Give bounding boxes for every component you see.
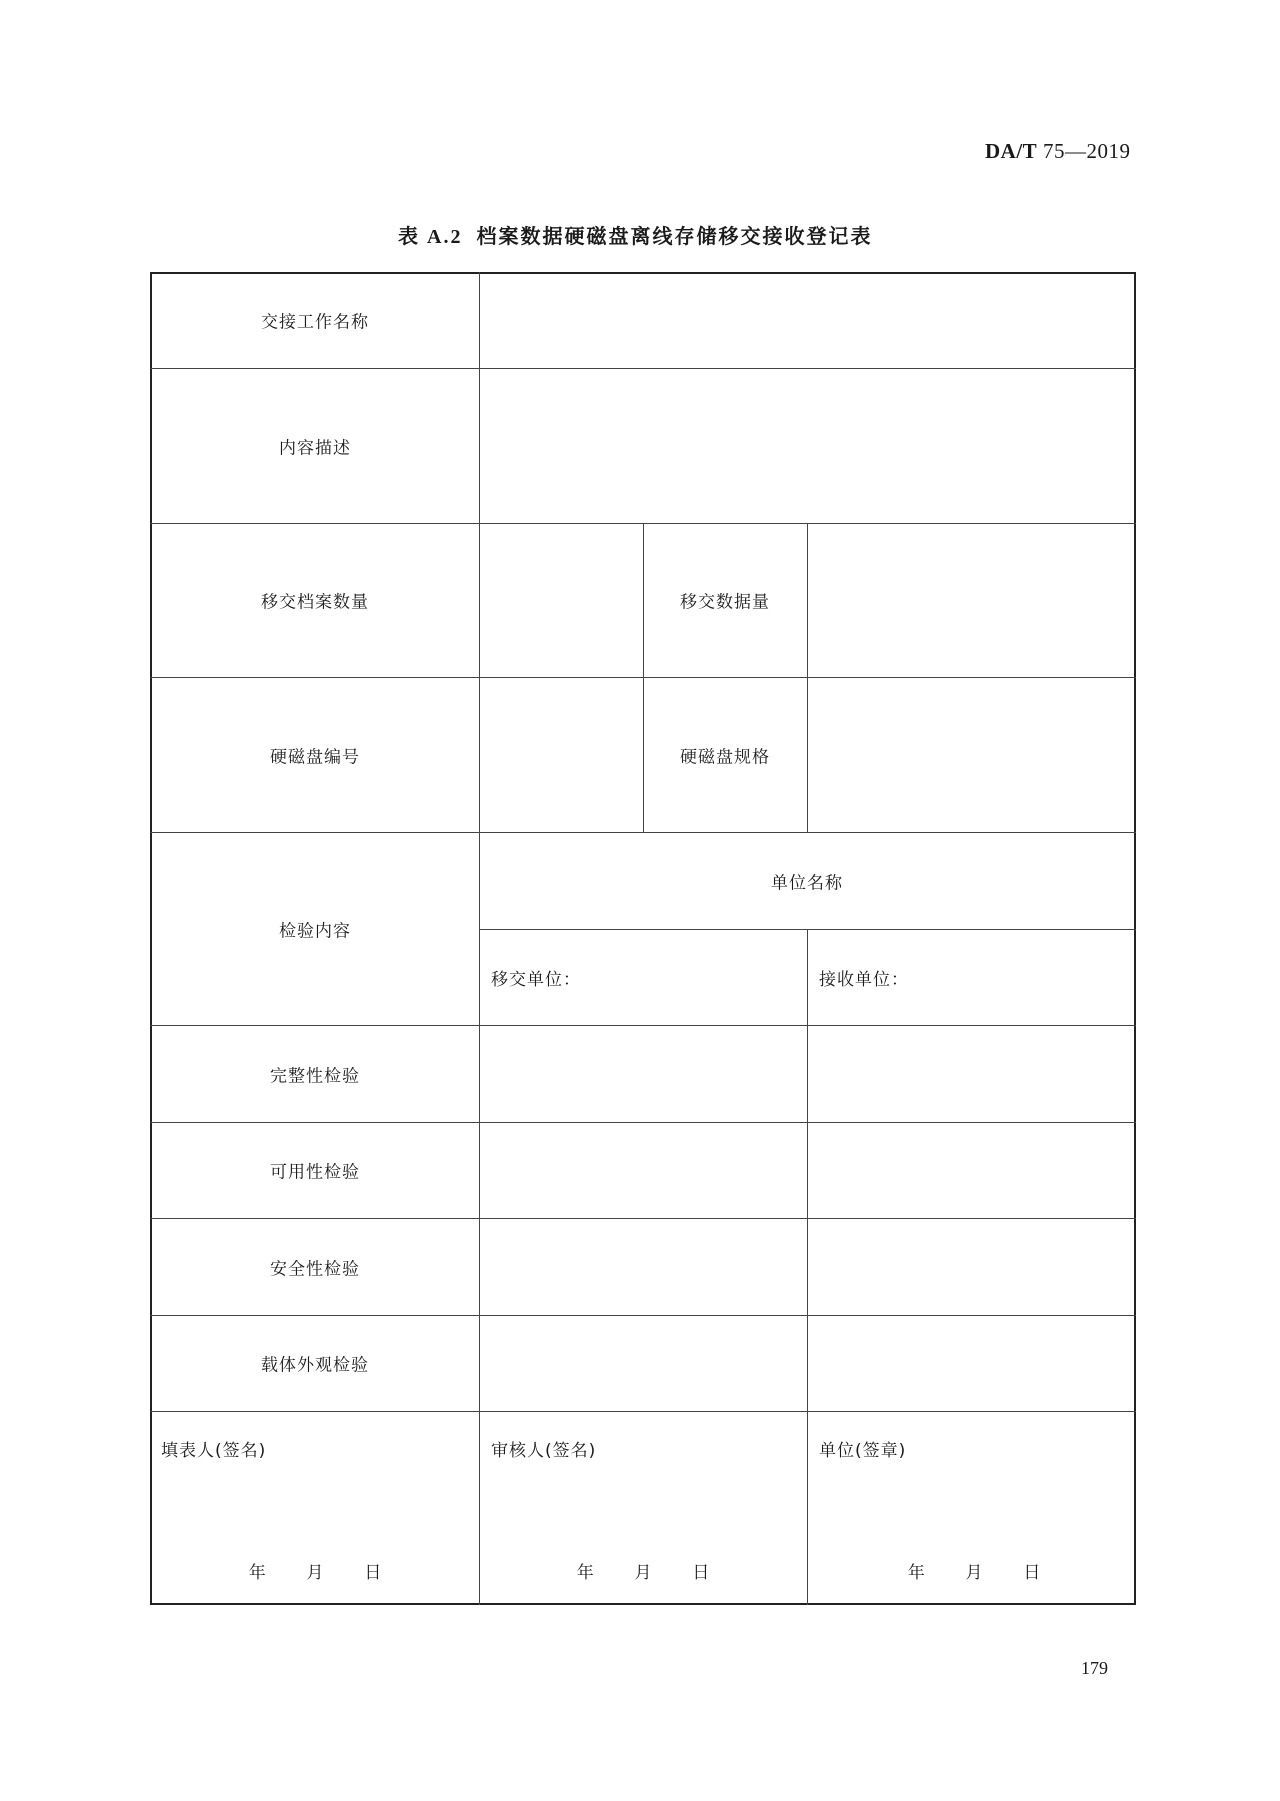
table-number: 表 A.2	[398, 226, 463, 248]
security-transfer-field[interactable]	[480, 1219, 807, 1315]
data-volume-field[interactable]	[808, 524, 1136, 677]
date-day: 日	[692, 1563, 710, 1583]
date-month: 月	[965, 1563, 983, 1583]
standard-prefix: DA/T	[985, 139, 1038, 163]
standard-code	[985, 139, 1130, 164]
unit-seal-label: 单位(签章)	[819, 1441, 907, 1461]
inspection-content-label: 检验内容	[279, 921, 351, 942]
disk-number-field[interactable]	[480, 678, 643, 832]
transfer-unit-label: 移交单位：	[491, 970, 581, 990]
handover-name-label: 交接工作名称	[261, 312, 369, 333]
disk-spec-label: 硬磁盘规格	[680, 747, 770, 768]
row-divider	[150, 1411, 1136, 1412]
archive-count-label: 移交档案数量	[261, 592, 369, 613]
date-year: 年	[576, 1563, 594, 1583]
reviewer-signature-label: 审核人(签名)	[491, 1441, 597, 1461]
content-description-label: 内容描述	[279, 438, 351, 459]
standard-number: 75—2019	[1042, 139, 1131, 163]
disk-spec-field[interactable]	[808, 678, 1136, 832]
carrier-receive-field[interactable]	[808, 1316, 1136, 1411]
data-volume-label: 移交数据量	[680, 592, 770, 613]
archive-count-field[interactable]	[480, 524, 643, 677]
content-description-field[interactable]	[480, 369, 1136, 523]
filler-signature-label: 填表人(签名)	[161, 1441, 267, 1461]
unit-seal-area[interactable]	[808, 1464, 1136, 1544]
column-divider	[643, 523, 644, 832]
disk-number-label: 硬磁盘编号	[270, 747, 360, 768]
integrity-receive-field[interactable]	[808, 1026, 1136, 1122]
receive-unit-label: 接收单位：	[819, 970, 909, 990]
registration-form-table	[150, 272, 1136, 1605]
date-day: 日	[1023, 1563, 1041, 1583]
date-month: 月	[634, 1563, 652, 1583]
integrity-transfer-field[interactable]	[480, 1026, 807, 1122]
carrier-check-label: 载体外观检验	[261, 1355, 369, 1376]
usability-receive-field[interactable]	[808, 1123, 1136, 1218]
filler-signature-area[interactable]	[150, 1464, 479, 1544]
unit-name-label: 单位名称	[771, 873, 843, 894]
unit-date	[908, 1558, 1041, 1583]
table-title-text: 档案数据硬磁盘离线存储移交接收登记表	[476, 224, 873, 248]
usability-transfer-field[interactable]	[480, 1123, 807, 1218]
usability-check-label: 可用性检验	[270, 1162, 360, 1183]
reviewer-signature-area[interactable]	[480, 1464, 807, 1544]
date-month: 月	[306, 1563, 324, 1583]
handover-name-field[interactable]	[480, 272, 1136, 368]
date-day: 日	[364, 1563, 382, 1583]
date-year: 年	[248, 1563, 266, 1583]
date-year: 年	[907, 1563, 925, 1583]
security-check-label: 安全性检验	[270, 1259, 360, 1280]
reviewer-date	[577, 1558, 710, 1583]
row-divider	[150, 832, 1136, 833]
filler-date	[249, 1558, 382, 1583]
integrity-check-label: 完整性检验	[270, 1066, 360, 1087]
security-receive-field[interactable]	[808, 1219, 1136, 1315]
table-title	[398, 220, 872, 249]
carrier-transfer-field[interactable]	[480, 1316, 807, 1411]
page-number: 179	[1081, 1658, 1108, 1678]
